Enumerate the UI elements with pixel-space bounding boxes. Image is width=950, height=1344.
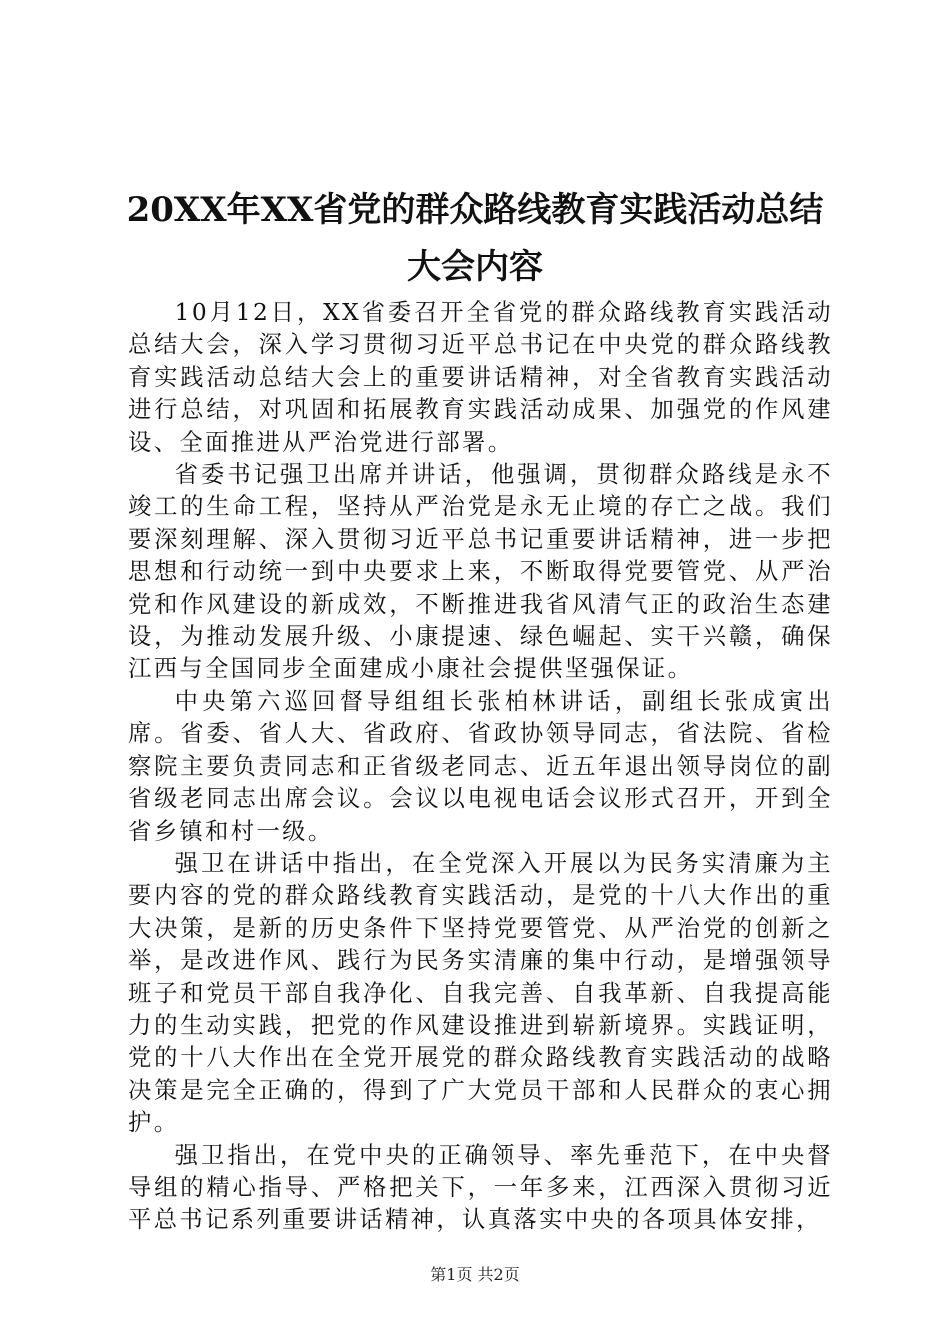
- document-title-line-2: 大会内容: [407, 247, 543, 287]
- paragraph-2: 省委书记强卫出席并讲话，他强调，贯彻群众路线是永不竣工的生命工程，坚持从严治党是永无止境的存亡之战。我们要深刻理解、深入贯彻习近平总书记重要讲话精神，进一步把思想和行动统一到中央要求上来，不断取得党要管党、从严治党和作风建设的新成效，不断推进我省风清气正的政治生态建设，为推动发展升级、小康提速、绿色崛起、实干兴赣，确保江西与全国同步全面建成小康社会提供坚强保证。: [128, 461, 833, 683]
- document-body: [128, 297, 833, 1237]
- page-number-footer: 第1页 共2页: [430, 1265, 520, 1284]
- document-title-line-1: 20XX年XX省党的群众路线教育实践活动总结: [126, 190, 824, 230]
- paragraph-1: 10月12日，XX省委召开全省党的群众路线教育实践活动总结大会，深入学习贯彻习近平总书记在中央党的群众路线教育实践活动总结大会上的重要讲话精神，对全省教育实践活动进行总结，对巩固和拓展教育实践活动成果、加强党的作风建设、全面推进从严治党进行部署。: [128, 299, 833, 456]
- paragraph-3: 中央第六巡回督导组组长张柏林讲话，副组长张成寅出席。省委、省人大、省政府、省政协领导同志，省法院、省检察院主要负责同志和正省级老同志、近五年退出领导岗位的副省级老同志出席会议。会议以电视电话会议形式召开，开到全省乡镇和村一级。: [128, 687, 833, 845]
- paragraph-4: 强卫在讲话中指出，在全党深入开展以为民务实清廉为主要内容的党的群众路线教育实践活动，是党的十八大作出的重大决策，是新的历史条件下坚持党要管党、从严治党的创新之举，是改进作风、践行为民务实清廉的集中行动，是增强领导班子和党员干部自我净化、自我完善、自我革新、自我提高能力的生动实践，把党的作风建设推进到崭新境界。实践证明，党的十八大作出在全党开展党的群众路线教育实践活动的战略决策是完全正确的，得到了广大党员干部和人民群众的衷心拥护。: [128, 849, 833, 1137]
- paragraph-5: 强卫指出，在党中央的正确领导、率先垂范下，在中央督导组的精心指导、严格把关下，一年多来，江西深入贯彻习近平总书记系列重要讲话精神，认真落实中央的各项具体安排，: [128, 1141, 833, 1234]
